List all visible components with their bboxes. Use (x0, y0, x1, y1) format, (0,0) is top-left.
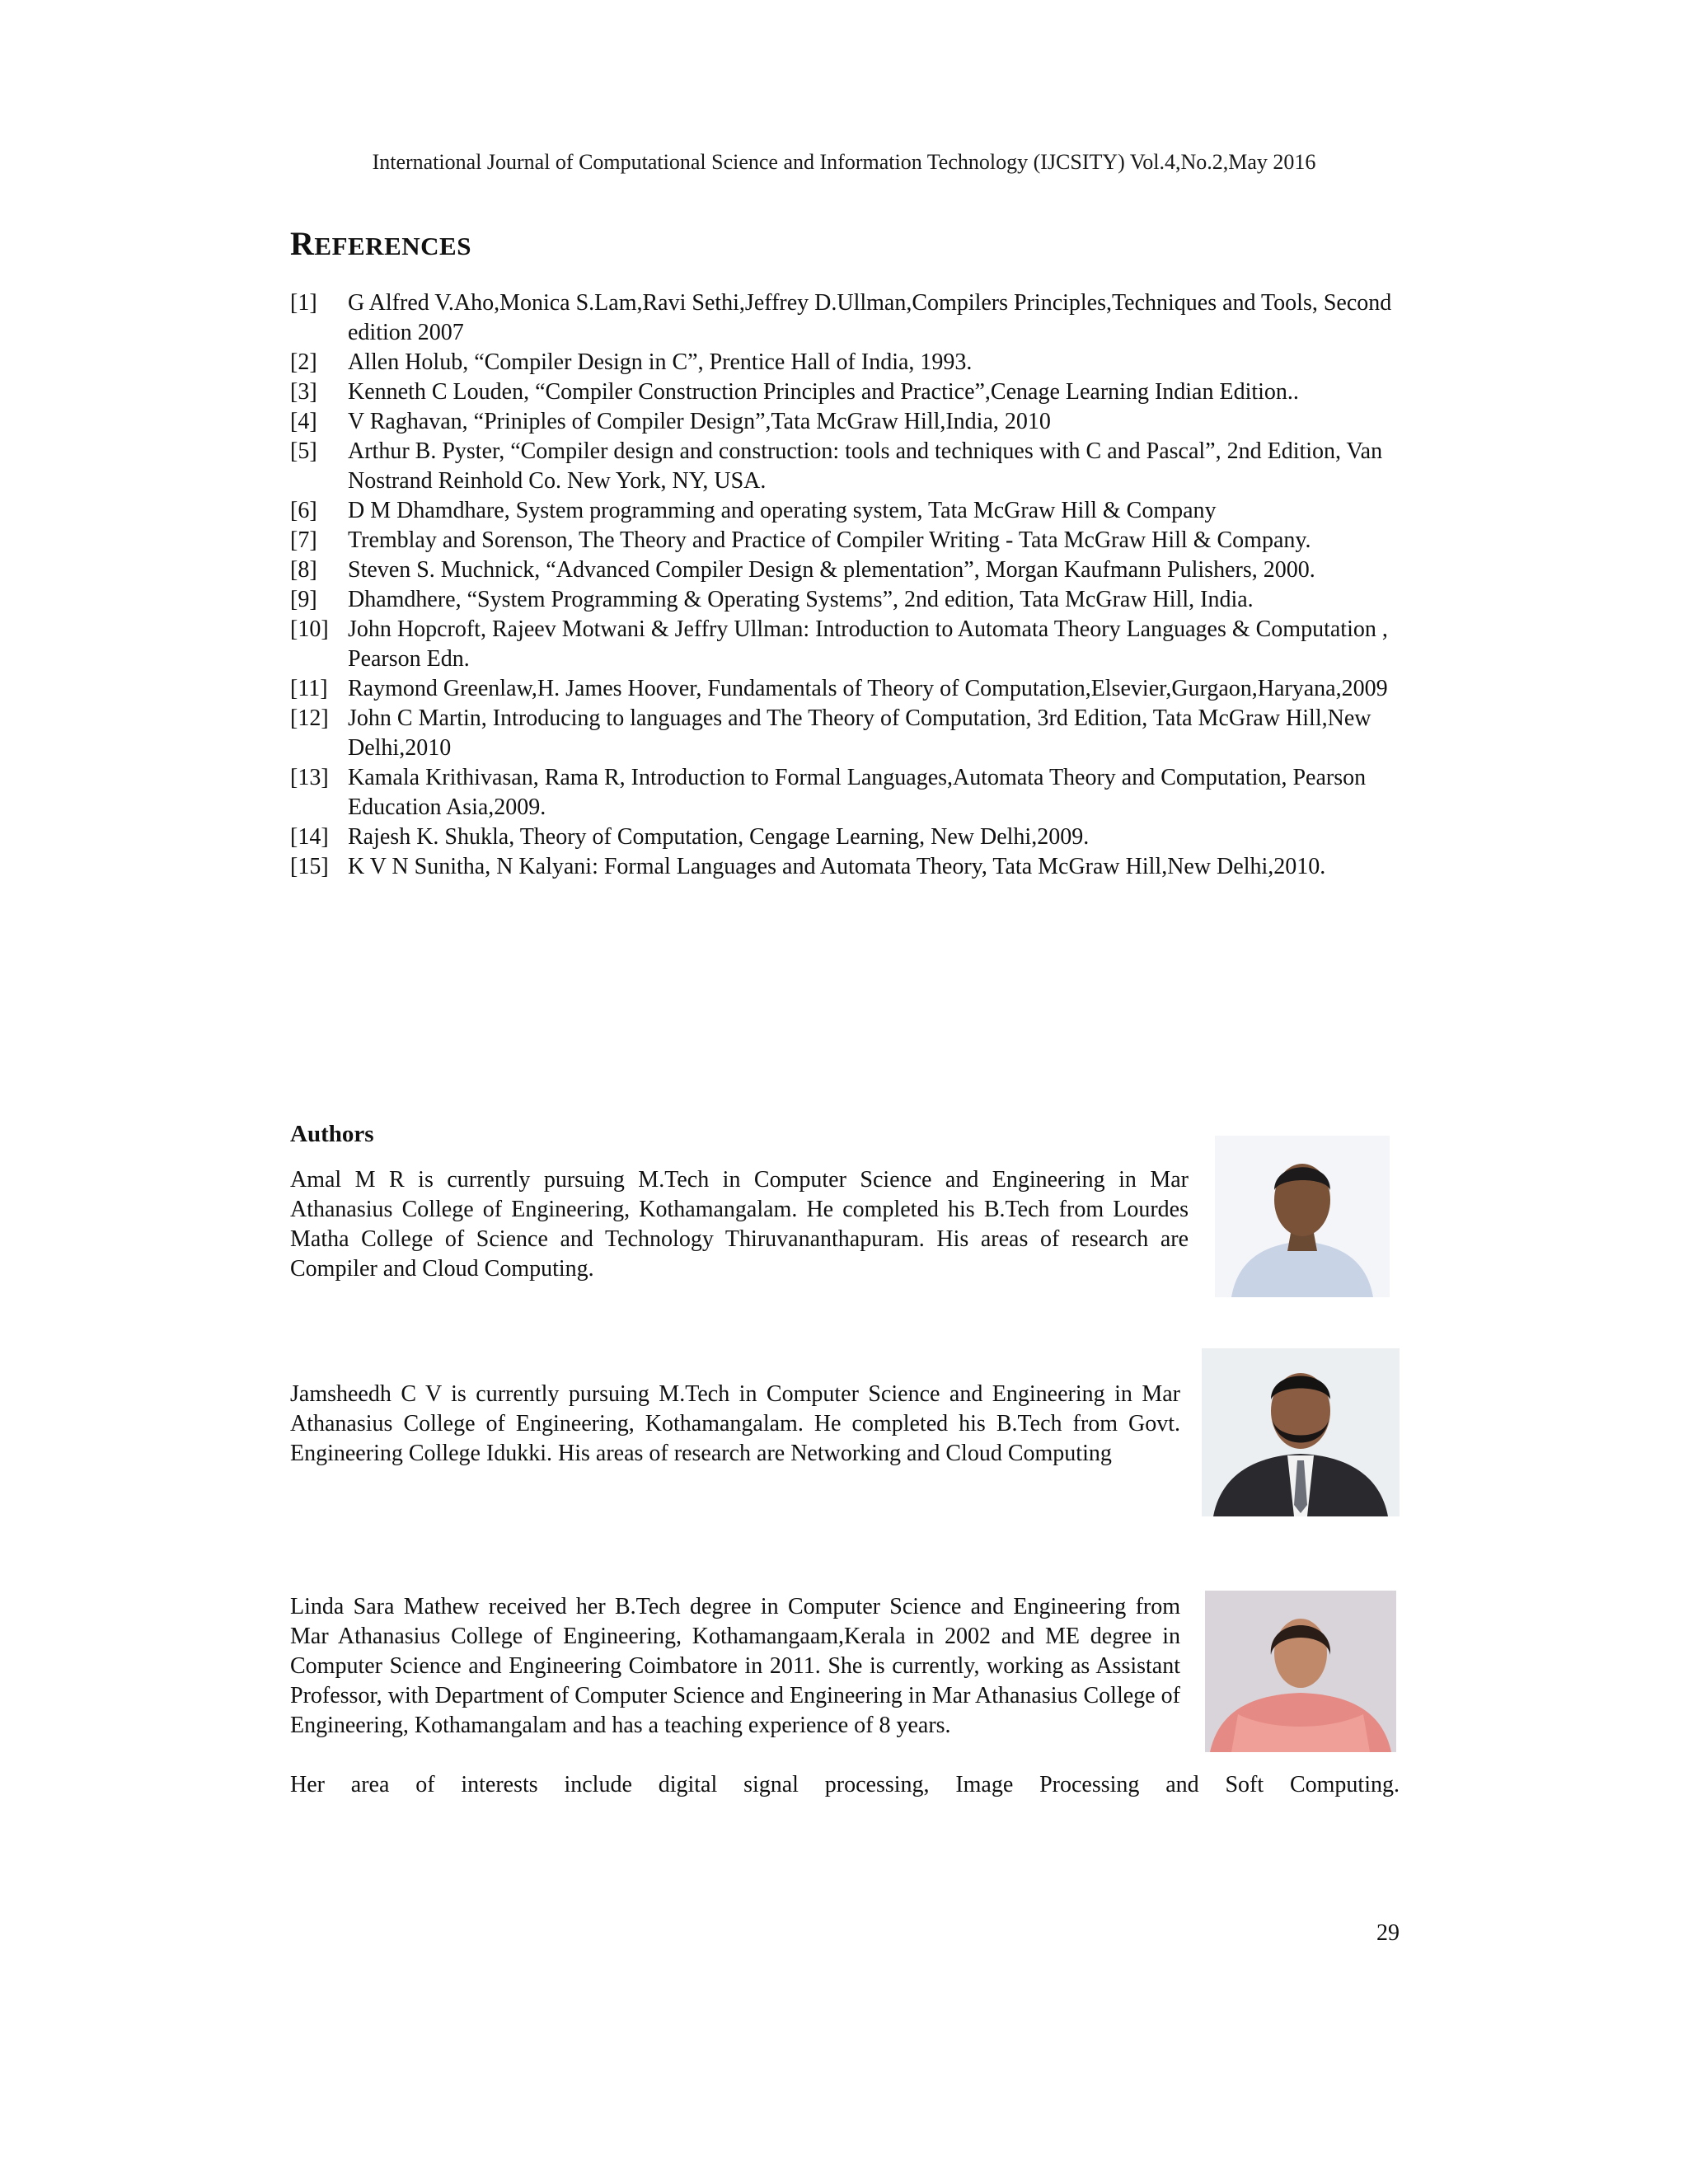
reference-number: [13] (290, 765, 329, 790)
references-heading-initial: R (290, 225, 315, 262)
author-photo-linda (1205, 1591, 1396, 1752)
reference-number: [14] (290, 824, 329, 850)
reference-text: V Raghavan, “Priniples of Compiler Design”,Tata McGraw Hill,India, 2010 (348, 409, 1051, 434)
reference-text: Raymond Greenlaw,H. James Hoover, Fundamentals of Theory of Computation,Elsevier,Gurgaon,Haryana,2009 (348, 676, 1388, 701)
author-photo-amal (1215, 1136, 1390, 1297)
reference-number: [9] (290, 587, 317, 612)
author-bio-linda-interests: Her area of interests include digital signal processing, Image Processing and Soft Computing. (290, 1772, 1400, 1797)
author-bio-jamsheedh: Jamsheedh C V is currently pursuing M.Tech in Computer Science and Engineering in Mar Athanasius College of Engineering, Kothamangalam. He completed his B.Tech from Govt. Engineering College Idukki. His areas of research are Networking and Cloud Computing (290, 1381, 1180, 1466)
person-portrait-icon (1215, 1136, 1390, 1297)
reference-item (290, 377, 1411, 407)
reference-item (290, 407, 1411, 437)
reference-number: [15] (290, 854, 329, 879)
reference-number: [12] (290, 705, 329, 731)
author-bio-linda: Linda Sara Mathew received her B.Tech degree in Computer Science and Engineering from Mar Athanasius College of Engineering, Kothamangaam,Kerala in 2002 and ME degree in Computer Science and Engineering Coimbatore in 2011. She is currently, working as Assistant Professor, with Department of Computer Science and Engineering in Mar Athanasius College of Engineering, Kothamangalam and has a teaching experience of 8 years. (290, 1594, 1180, 1738)
authors-heading: Authors (290, 1121, 374, 1147)
reference-text: Rajesh K. Shukla, Theory of Computation, Cengage Learning, New Delhi,2009. (348, 824, 1090, 850)
reference-number: [2] (290, 349, 317, 375)
reference-item (290, 615, 1411, 674)
reference-item (290, 585, 1411, 615)
reference-item (290, 496, 1411, 526)
reference-item (290, 852, 1411, 882)
reference-number: [1] (290, 290, 317, 316)
reference-number: [5] (290, 438, 317, 464)
reference-text: Arthur B. Pyster, “Compiler design and construction: tools and techniques with C and Pascal”, 2nd Edition, Van Nostrand Reinhold Co. New York, NY, USA. (348, 438, 1383, 494)
running-head: International Journal of Computational Science and Information Technology (IJCSITY) Vol.4,No.2,May 2016 (372, 150, 1316, 174)
references-heading (290, 224, 471, 263)
reference-text: Allen Holub, “Compiler Design in C”, Prentice Hall of India, 1993. (348, 349, 973, 375)
reference-number: [11] (290, 676, 328, 701)
reference-number: [4] (290, 409, 317, 434)
reference-item (290, 437, 1411, 496)
reference-text: D M Dhamdhare, System programming and operating system, Tata McGraw Hill & Company (348, 498, 1217, 523)
author-photo-jamsheedh (1202, 1348, 1400, 1516)
person-portrait-icon (1205, 1591, 1396, 1752)
page-number: 29 (1376, 1920, 1400, 1946)
reference-text: K V N Sunitha, N Kalyani: Formal Languages and Automata Theory, Tata McGraw Hill,New Delhi,2010. (348, 854, 1326, 879)
reference-text: John C Martin, Introducing to languages and The Theory of Computation, 3rd Edition, Tata McGraw Hill,New Delhi,2010 (348, 705, 1372, 761)
reference-text: Tremblay and Sorenson, The Theory and Practice of Compiler Writing - Tata McGraw Hill & Company. (348, 527, 1311, 553)
reference-item (290, 674, 1411, 704)
reference-item (290, 526, 1411, 555)
author-bio-amal: Amal M R is currently pursuing M.Tech in Computer Science and Engineering in Mar Athanasius College of Engineering, Kothamangalam. He completed his B.Tech from Lourdes Matha College of Science and Technology Thiruvananthapuram. His areas of research are Compiler and Cloud Computing. (290, 1167, 1189, 1282)
reference-number: [8] (290, 557, 317, 583)
reference-item (290, 823, 1411, 852)
reference-item (290, 704, 1411, 763)
reference-number: [10] (290, 616, 329, 642)
reference-text: Dhamdhere, “System Programming & Operating Systems”, 2nd edition, Tata McGraw Hill, India. (348, 587, 1254, 612)
reference-number: [7] (290, 527, 317, 553)
reference-item (290, 555, 1411, 585)
reference-text: Kenneth C Louden, “Compiler Construction Principles and Practice”,Cenage Learning Indian Edition.. (348, 379, 1299, 405)
reference-text: Steven S. Muchnick, “Advanced Compiler Design & plementation”, Morgan Kaufmann Pulishers, 2000. (348, 557, 1315, 583)
reference-text: John Hopcroft, Rajeev Motwani & Jeffry Ullman: Introduction to Automata Theory Languages & Computation , Pearson Edn. (348, 616, 1388, 672)
reference-text: G Alfred V.Aho,Monica S.Lam,Ravi Sethi,Jeffrey D.Ullman,Compilers Principles,Techniques and Tools, Second edition 2007 (348, 290, 1392, 345)
reference-number: [6] (290, 498, 317, 523)
reference-list (290, 288, 1411, 882)
reference-text: Kamala Krithivasan, Rama R, Introduction to Formal Languages,Automata Theory and Computation, Pearson Education Asia,2009. (348, 765, 1367, 820)
reference-item (290, 288, 1411, 348)
reference-item (290, 763, 1411, 823)
references-heading-rest: EFERENCES (314, 232, 471, 260)
person-portrait-icon (1202, 1348, 1400, 1516)
reference-item (290, 348, 1411, 377)
reference-number: [3] (290, 379, 317, 405)
